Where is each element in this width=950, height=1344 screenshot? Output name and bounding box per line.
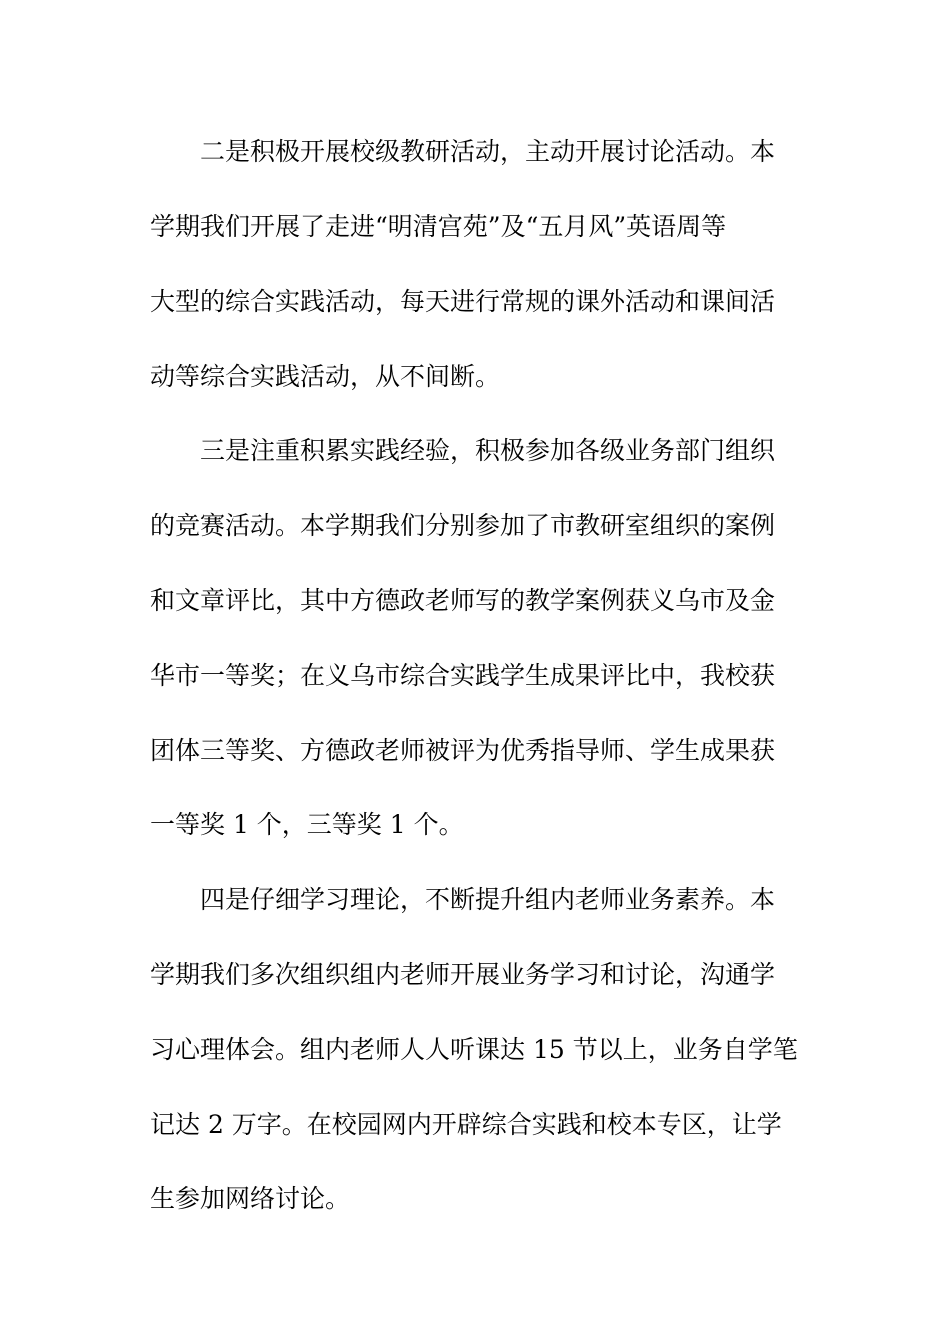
paragraph-1-line-1: 二是积极开展校级教研活动，主动开展讨论活动。本 <box>200 137 776 166</box>
paragraph-3-line-2: 学期我们多次组织组内老师开展业务学习和讨论，沟通学 <box>150 960 776 989</box>
paragraph-2-line-1: 三是注重积累实践经验，积极参加各级业务部门组织 <box>200 436 776 465</box>
paragraph-1-line-2: 学期我们开展了走进“明清宫苑”及“五月风”英语周等 <box>150 212 727 241</box>
paragraph-2-line-6: 一等奖 1 个，三等奖 1 个。 <box>150 810 464 839</box>
paragraph-3-line-4: 记达 2 万字。在校园网内开辟综合实践和校本专区，让学 <box>150 1110 782 1139</box>
paragraph-2-line-5: 团体三等奖、方德政老师被评为优秀指导师、学生成果获 <box>150 736 776 765</box>
paragraph-1-line-3: 大型的综合实践活动，每天进行常规的课外活动和课间活 <box>150 287 776 316</box>
paragraph-2-line-3: 和文章评比，其中方德政老师写的教学案例获义乌市及金 <box>150 586 776 615</box>
paragraph-1-line-4: 动等综合实践活动，从不间断。 <box>150 362 501 391</box>
paragraph-2-line-4: 华市一等奖；在义乌市综合实践学生成果评比中，我校获 <box>150 661 776 690</box>
paragraph-3-line-3: 习心理体会。组内老师人人听课达 15 节以上，业务自学笔 <box>150 1035 798 1064</box>
paragraph-3-line-5: 生参加网络讨论。 <box>150 1184 351 1213</box>
paragraph-2-line-2: 的竞赛活动。本学期我们分别参加了市教研室组织的案例 <box>150 511 776 540</box>
paragraph-3-line-1: 四是仔细学习理论，不断提升组内老师业务素养。本 <box>200 885 776 914</box>
